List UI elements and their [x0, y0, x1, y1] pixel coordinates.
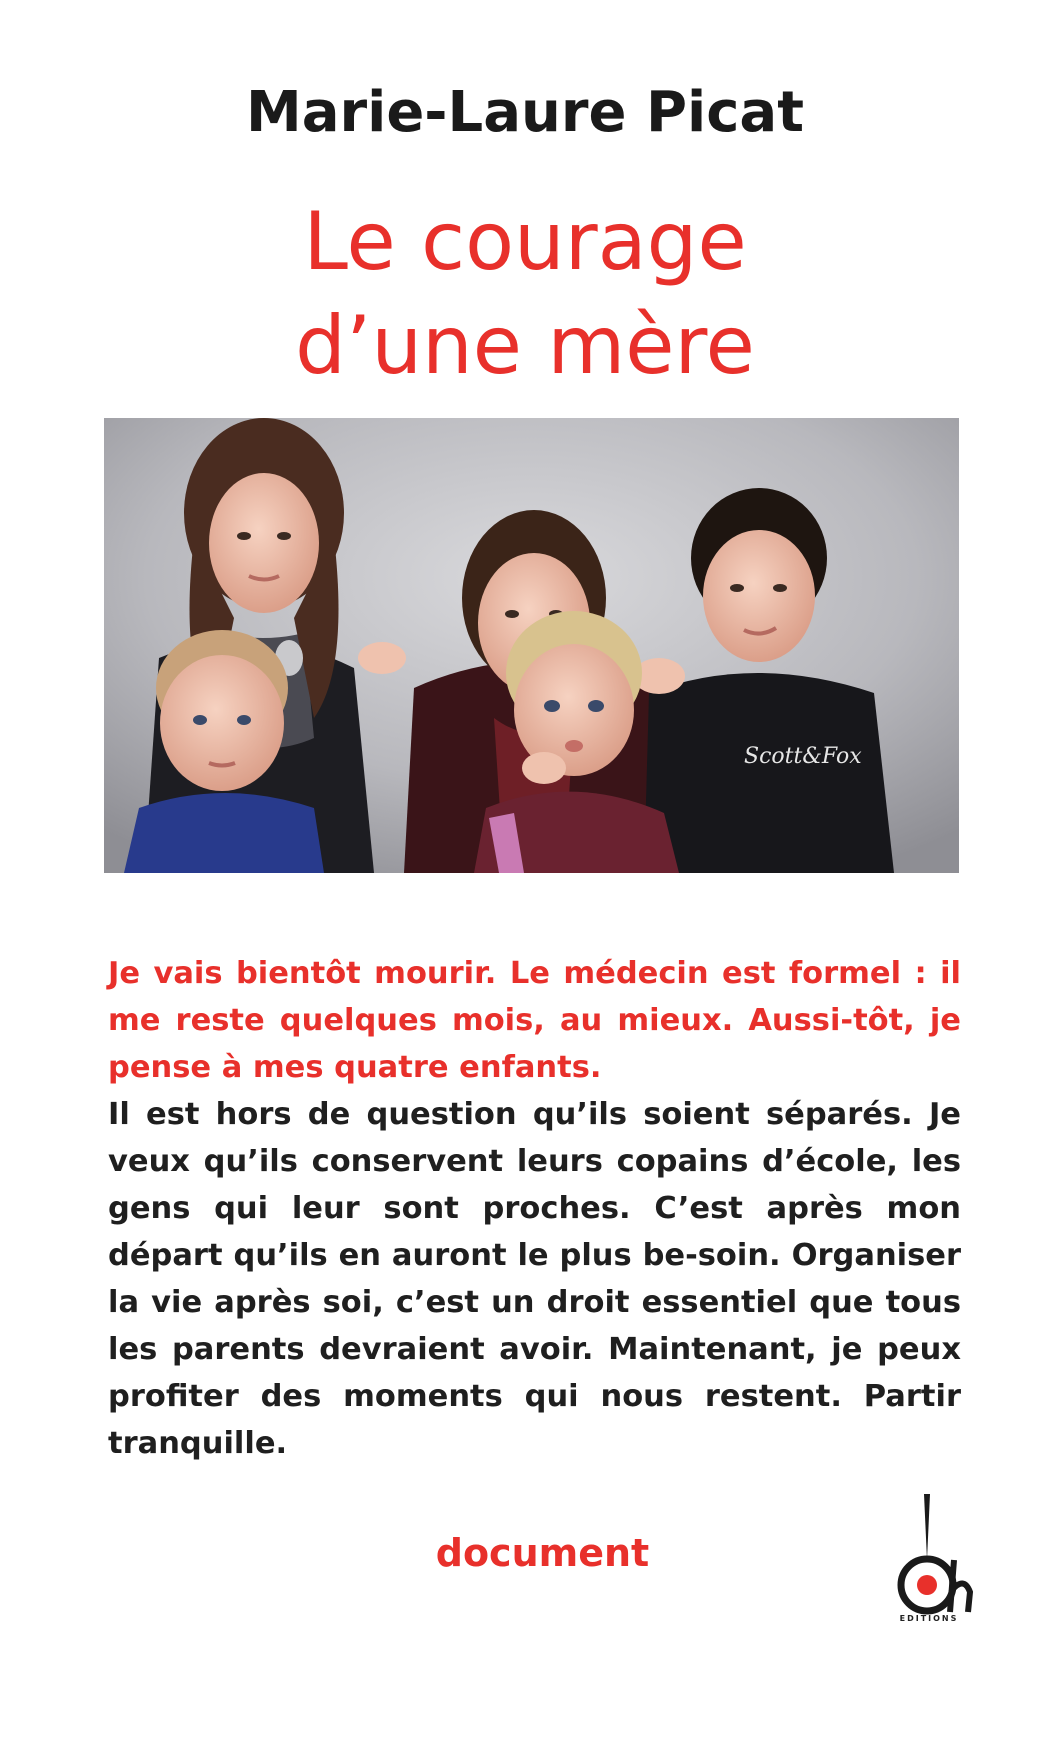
blurb-lead: Je vais bientôt mourir. Le médecin est formel : il me reste quelques mois, au mieux. Aussi-tôt, je pense à mes quatre enfants. — [108, 956, 961, 1085]
publisher-logo — [872, 1490, 982, 1620]
publisher-caption: EDITIONS — [899, 1614, 959, 1623]
author-name: Marie-Laure Picat — [246, 80, 804, 145]
shirt-text: Scott&Fox — [744, 744, 862, 769]
book-title — [0, 190, 1050, 398]
family-photo-image — [104, 418, 959, 873]
blurb-body: Il est hors de question qu’ils soient séparés. Je veux qu’ils conservent leurs copains d’école, les gens qui leur sont proches. C’est après mon départ qu’ils en auront le plus be-soin. Organiser la vie après soi, c’est un droit essentiel que tous les parents devraient avoir. Maintenant, je peux profiter des moments qui nous restent. Partir tranquille. — [108, 1097, 961, 1461]
publisher-logo-icon — [872, 1490, 982, 1620]
family-photo — [104, 418, 959, 873]
back-cover-blurb — [108, 950, 961, 1467]
title-line-1: Le courage — [303, 195, 747, 288]
genre-label: document — [435, 1531, 650, 1575]
title-line-2: d’une mère — [295, 299, 755, 392]
